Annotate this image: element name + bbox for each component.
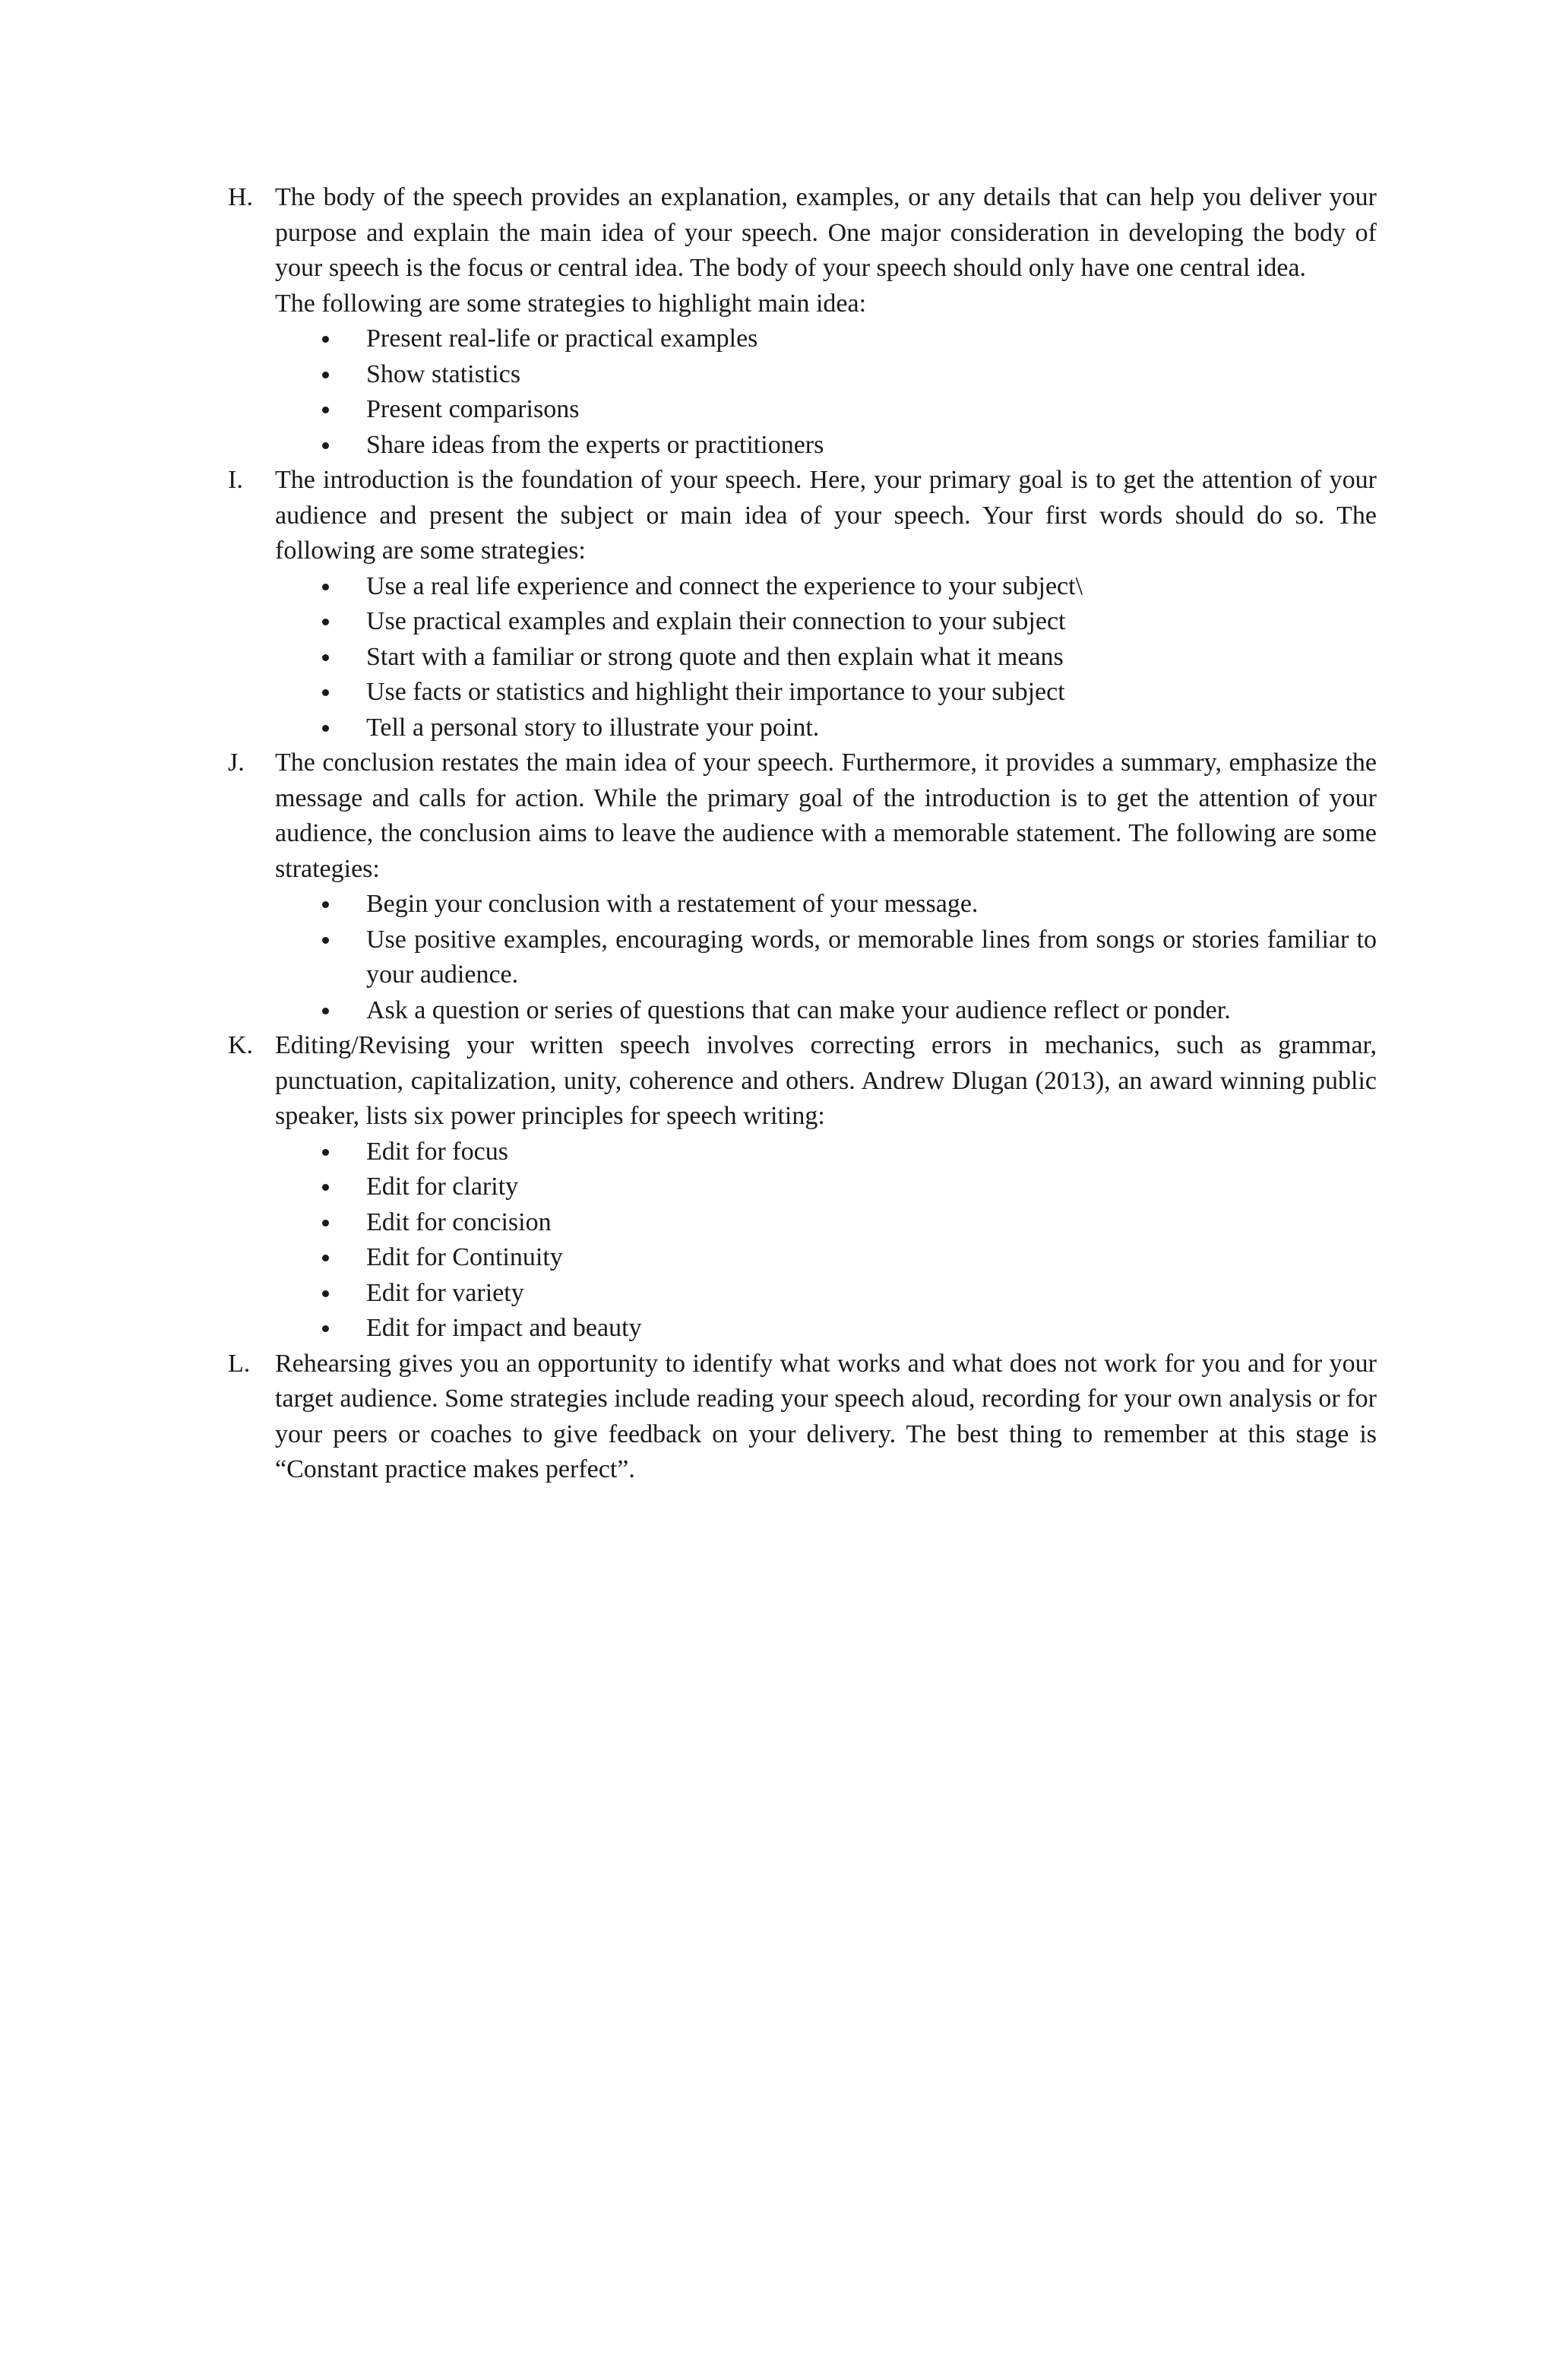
list-item-text: Edit for variety [366,1278,524,1307]
list-item [275,321,1377,357]
section-paragraph: Editing/Revising your written speech involves correcting errors in mechanics, such as grammar, punctuation, capitalization, unity, coherence and others. Andrew Dlugan (2013), an award winning public speaker, lists six power principles for speech writing: [275,1031,1377,1130]
bullet-icon [322,689,329,696]
section-paragraph: Rehearsing gives you an opportunity to identify what works and what does not work for you and for your target audience. Some strategies include reading your speech aloud, recording for your own analysis or for your peers or coaches to give feedback on your delivery. The best thing to remember at this stage is “Constant practice makes perfect”. [275,1349,1377,1483]
list-item-text: Use practical examples and explain their connection to your subject [366,607,1066,635]
list-item-text: Begin your conclusion with a restatement of your message. [366,890,979,918]
list-item [275,392,1377,428]
list-item [275,711,1377,746]
bullet-icon [322,442,329,449]
list-item [275,640,1377,676]
bullet-icon [322,619,329,625]
list-item-text: Present comparisons [366,395,580,423]
section-lead-sentence: The following are some strategies to highlight main idea: [275,289,867,318]
list-item [275,1169,1377,1205]
bullet-list [275,1135,1377,1347]
section-l [228,1347,1377,1488]
list-item [275,428,1377,464]
list-item-text: Show statistics [366,359,521,388]
bullet-icon [322,336,329,343]
document-body [228,180,1377,1488]
list-item-text: Edit for impact and beauty [366,1314,642,1342]
section-letter: I. [228,466,243,494]
list-item-text: Share ideas from the experts or practitioners [366,430,824,459]
section-letter: J. [228,748,245,777]
section-letter: L. [228,1349,251,1378]
list-item [275,993,1377,1029]
section-letter: H. [228,183,254,211]
list-item [275,569,1377,605]
list-item-text: Edit for clarity [366,1173,519,1201]
list-item-text: Use a real life experience and connect the experience to your subject\ [366,571,1083,600]
list-item-text: Tell a personal story to illustrate your point. [366,713,820,742]
list-item [275,1311,1377,1347]
list-item-text: Start with a familiar or strong quote and then explain what it means [366,642,1064,671]
section-letter: K. [228,1031,254,1059]
bullet-icon [322,407,329,413]
section-paragraph: The introduction is the foundation of your speech. Here, your primary goal is to get the attention of your audience and present the subject or main idea of your speech. Your first words should do so. The following are some strategies: [275,466,1377,565]
bullet-icon [322,1255,329,1261]
list-item [275,357,1377,393]
list-item-text: Edit for Continuity [366,1243,563,1271]
section-j [228,745,1377,1028]
section-h [228,180,1377,463]
bullet-icon [322,372,329,378]
list-item [275,1276,1377,1312]
list-item [275,675,1377,711]
section-paragraph: The body of the speech provides an explanation, examples, or any details that can help you deliver your purpose and explain the main idea of your speech. One major consideration in developing the body of your speech is the focus or central idea. The body of your speech should only have one central idea. [275,183,1377,282]
bullet-icon [322,584,329,590]
list-item [275,1240,1377,1276]
bullet-icon [322,654,329,661]
section-paragraph: The conclusion restates the main idea of your speech. Furthermore, it provides a summary, emphasize the message and calls for action. While the primary goal of the introduction is to get the attention of your audience, the conclusion aims to leave the audience with a memorable statement. The following are some strategies: [275,748,1377,883]
list-item-text: Use positive examples, encouraging words, or memorable lines from songs or stories familiar to your audience. [366,925,1377,989]
bullet-icon [322,725,329,732]
bullet-list [275,569,1377,746]
bullet-icon [322,1290,329,1297]
list-item [275,887,1377,923]
list-item-text: Use facts or statistics and highlight their importance to your subject [366,678,1065,706]
bullet-icon [322,1220,329,1226]
list-item [275,604,1377,640]
list-item [275,1205,1377,1241]
bullet-icon [322,1325,329,1332]
bullet-icon [322,1149,329,1156]
bullet-list [275,321,1377,463]
section-i [228,463,1377,745]
bullet-list [275,887,1377,1028]
bullet-icon [322,1184,329,1191]
list-item-text: Edit for concision [366,1207,552,1236]
list-item-text: Edit for focus [366,1137,508,1166]
bullet-icon [322,901,329,908]
bullet-icon [322,1008,329,1014]
bullet-icon [322,937,329,944]
section-k [228,1028,1377,1347]
list-item-text: Present real-life or practical examples [366,324,758,353]
list-item [275,923,1377,993]
list-item [275,1135,1377,1170]
list-item-text: Ask a question or series of questions that can make your audience reflect or ponder. [366,995,1231,1024]
